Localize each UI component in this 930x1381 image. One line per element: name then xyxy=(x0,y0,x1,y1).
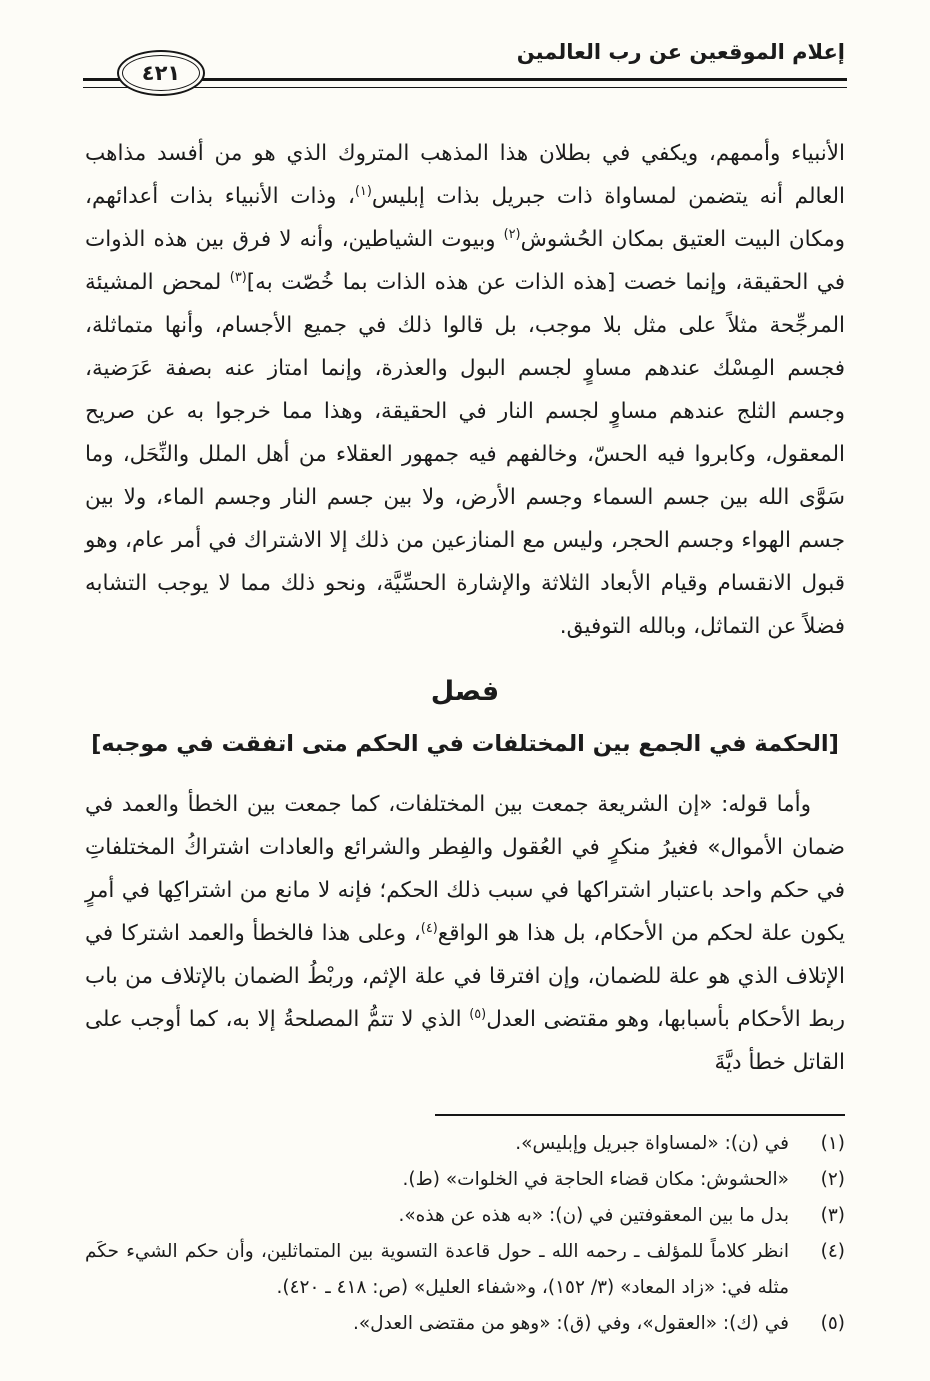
footnote-text: بدل ما بين المعقوفتين في (ن): «به هذه عن هذه». xyxy=(398,1205,789,1226)
footnote-separator xyxy=(435,1114,845,1116)
footnote-number: (٤) xyxy=(820,1241,845,1262)
footnote-number: (٢) xyxy=(820,1169,845,1190)
page-header xyxy=(85,0,845,120)
footnote-item xyxy=(85,1198,845,1234)
footnote-item xyxy=(85,1306,845,1342)
footnote-text: في (ن): «لمساواة جبريل وإبليس». xyxy=(515,1133,789,1154)
footnote-text: «الحشوش: مكان قضاء الحاجة في الخلوات» (ط). xyxy=(402,1169,789,1190)
section-heading: فصل xyxy=(430,676,500,707)
body-paragraph-2: وأما قوله: «إن الشريعة جمعت بين المختلفات، كما جمعت بين الخطأ والعمد في ضمان الأموال» فغيرُ منكرٍ في العُقول والفِطر والشرائع والعادات اشتراكُ المختلفاتِ في حكم واحد باعتبار اشتراكها في سبب ذلك الحكم؛ فإنه لا مانع من اشتراكِها في أمرٍ يكون علة لحكم من الأحكام، بل هذا هو الواقع$^{(٤)}$، وعلى هذا فالخطأ والعمد اشتركا في الإتلاف الذي هو علة للضمان، وإن افترقا في علة الإثم، وربْطُ الضمان بالإتلاف من باب ربط الأحكام بأسبابها، وهو مقتضى العدل$^{(٥)}$ الذي لا تتمُّ المصلحةُ إلا به، كما أوجب على القاتل خطأ ديَّةَ xyxy=(85,792,845,1075)
page-number-badge xyxy=(117,50,205,96)
footnote-number: (١) xyxy=(820,1133,845,1154)
footnote-text: انظر كلاماً للمؤلف ـ رحمه الله ـ حول قاعدة التسوية بين المتماثلين، وأن حكم الشيء حكَم مثله في: «زاد المعاد» (٣/ ١٥٢)، و«شفاء العليل» (ص: ٤١٨ ـ ٤٢٠). xyxy=(85,1241,789,1298)
footnotes-section xyxy=(85,1114,845,1342)
body-paragraph-1: الأنبياء وأممهم، ويكفي في بطلان هذا المذهب المتروك الذي هو من أفسد مذاهب العالم أنه يتضمن لمساواة ذات جبريل بذات إبليس$^{(١)}$، وذات الأنبياء بذات أعدائهم، ومكان البيت العتيق بمكان الحُشوش$^{(٢)}$ وبيوت الشياطين، وأنه لا فرق بين هذه الذوات في الحقيقة، وإنما خصت [هذه الذات عن هذه الذات بما خُصّت به]$^{(٣)}$ لمحض المشيئة المرجِّحة مثلاً على مثل بلا موجب، بل قالوا ذلك في جميع الأجسام، وأنها متماثلة، فجسم المِسْك عندهم مساوٍ لجسم البول والعذرة، وإنما امتاز عنه بصفة عَرَضية، وجسم الثلج عندهم مساوٍ لجسم النار في الحقيقة، وهذا مما خرجوا به عن صريح المعقول، وكابروا فيه الحسّ، وخالفهم فيه جمهور العقلاء من أهل الملل والنِّحَل، وما سَوَّى الله بين جسم السماء وجسم الأرض، ولا بين جسم النار وجسم الماء، ولا بين جسم الهواء وجسم الحجر، وليس مع المنازعين من ذلك إلا الاشتراك في أمر عام، وهو قبول الانقسام وقيام الأبعاد الثلاثة والإشارة الحسِّيَّة، ونحو ذلك مما لا يوجب التشابه فضلاً عن التماثل، وبالله التوفيق. xyxy=(85,141,845,639)
footnote-text: في (ك): «العقول»، وفي (ق): «وهو من مقتضى العدل». xyxy=(352,1313,789,1334)
book-title: إعلام الموقعين عن رب العالمين xyxy=(516,40,845,64)
footnote-number: (٥) xyxy=(820,1313,845,1334)
footnote-number: (٣) xyxy=(820,1205,845,1226)
page-number: ٤٢١ xyxy=(141,61,181,85)
header-rule-thin xyxy=(83,87,847,88)
footnote-item xyxy=(85,1234,845,1306)
footnote-item xyxy=(85,1126,845,1162)
page-body xyxy=(85,132,845,1084)
footnote-item xyxy=(85,1162,845,1198)
section-subheading: [الحكمة في الجمع بين المختلفات في الحكم متى اتفقت في موجبه] xyxy=(91,731,839,757)
